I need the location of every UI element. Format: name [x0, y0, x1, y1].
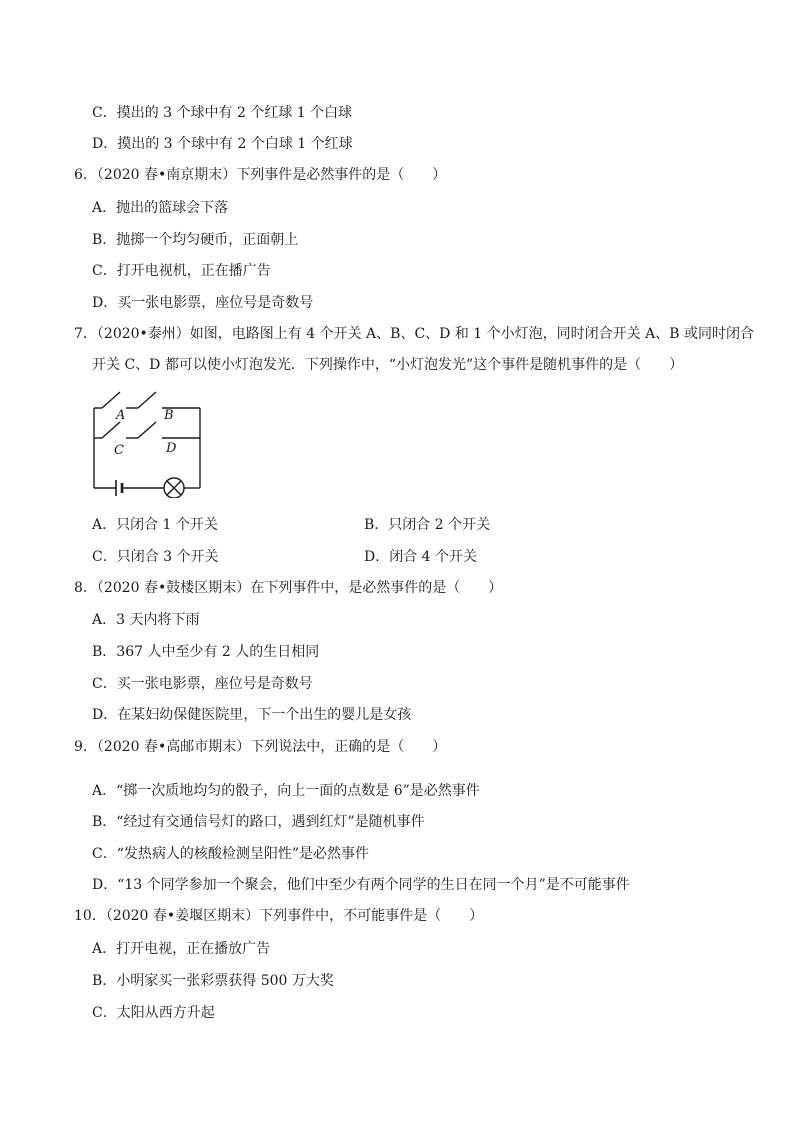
switch-b-label: B — [164, 408, 174, 423]
q7-stem-line1: 7．（2020•泰州）如图，电路图上有 4 个开关 A、B、C、D 和 1 个小灯泡，同时闭合开关 A、B 或同时闭合 — [74, 326, 754, 342]
q6-option-d: D．买一张电影票，座位号是奇数号 — [92, 295, 314, 311]
switch-a-label: A — [116, 408, 126, 423]
circuit-diagram — [88, 382, 208, 498]
q8-option-a: A．3 天内将下雨 — [92, 612, 200, 628]
q8-option-b: B．367 人中至少有 2 人的生日相同 — [92, 644, 320, 660]
switch-d-label: D — [166, 441, 177, 456]
switch-d — [138, 422, 156, 438]
q9-stem: 9．（2020 春•高邮市期末）下列说法中，正确的是（ ） — [74, 739, 447, 755]
q5-option-c: C．摸出的 3 个球中有 2 个红球 1 个白球 — [92, 105, 353, 121]
q5-option-d: D．摸出的 3 个球中有 2 个白球 1 个红球 — [92, 136, 353, 152]
q10-option-a: A．打开电视，正在播放广告 — [92, 941, 271, 957]
q10-option-b: B．小明家买一张彩票获得 500 万大奖 — [92, 973, 334, 989]
q6-option-b: B．抛掷一个均匀硬币，正面朝上 — [92, 232, 299, 248]
q7-option-a: A．只闭合 1 个开关 — [92, 517, 218, 533]
q7-option-d: D．闭合 4 个开关 — [364, 549, 478, 565]
switch-c — [102, 422, 120, 438]
q7-option-b: B．只闭合 2 个开关 — [364, 517, 491, 533]
q9-option-c: C．“发热病人的核酸检测呈阳性”是必然事件 — [92, 846, 370, 862]
q8-option-c: C．买一张电影票，座位号是奇数号 — [92, 676, 313, 692]
q8-stem: 8．（2020 春•鼓楼区期末）在下列事件中，是必然事件的是（ ） — [74, 580, 503, 596]
q9-option-b: B．“经过有交通信号灯的路口，遇到红灯”是随机事件 — [92, 814, 425, 830]
q6-option-a: A．抛出的篮球会下落 — [92, 200, 229, 216]
switch-c-label: C — [114, 443, 124, 458]
q10-stem: 10．（2020 春•姜堰区期末）下列事件中，不可能事件是（ ） — [74, 908, 484, 924]
q9-option-d: D．“13 个同学参加一个聚会，他们中至少有两个同学的生日在同一个月”是不可能事件 — [92, 877, 630, 893]
switch-b — [138, 392, 156, 408]
q6-option-c: C．打开电视机，正在播广告 — [92, 263, 271, 279]
q9-option-a: A．“掷一次质地均匀的骰子，向上一面的点数是 6”是必然事件 — [92, 783, 480, 799]
q6-stem: 6．（2020 春•南京期末）下列事件是必然事件的是（ ） — [74, 167, 447, 183]
q7-option-c: C．只闭合 3 个开关 — [92, 549, 219, 565]
switch-a — [102, 392, 120, 408]
q10-option-c: C．太阳从西方升起 — [92, 1005, 215, 1021]
q7-stem-line2: 开关 C、D 都可以使小灯泡发光．下列操作中，“小灯泡发光”这个事件是随机事件的是（ ） — [92, 357, 684, 373]
q8-option-d: D．在某妇幼保健医院里，下一个出生的婴儿是女孩 — [92, 707, 412, 723]
